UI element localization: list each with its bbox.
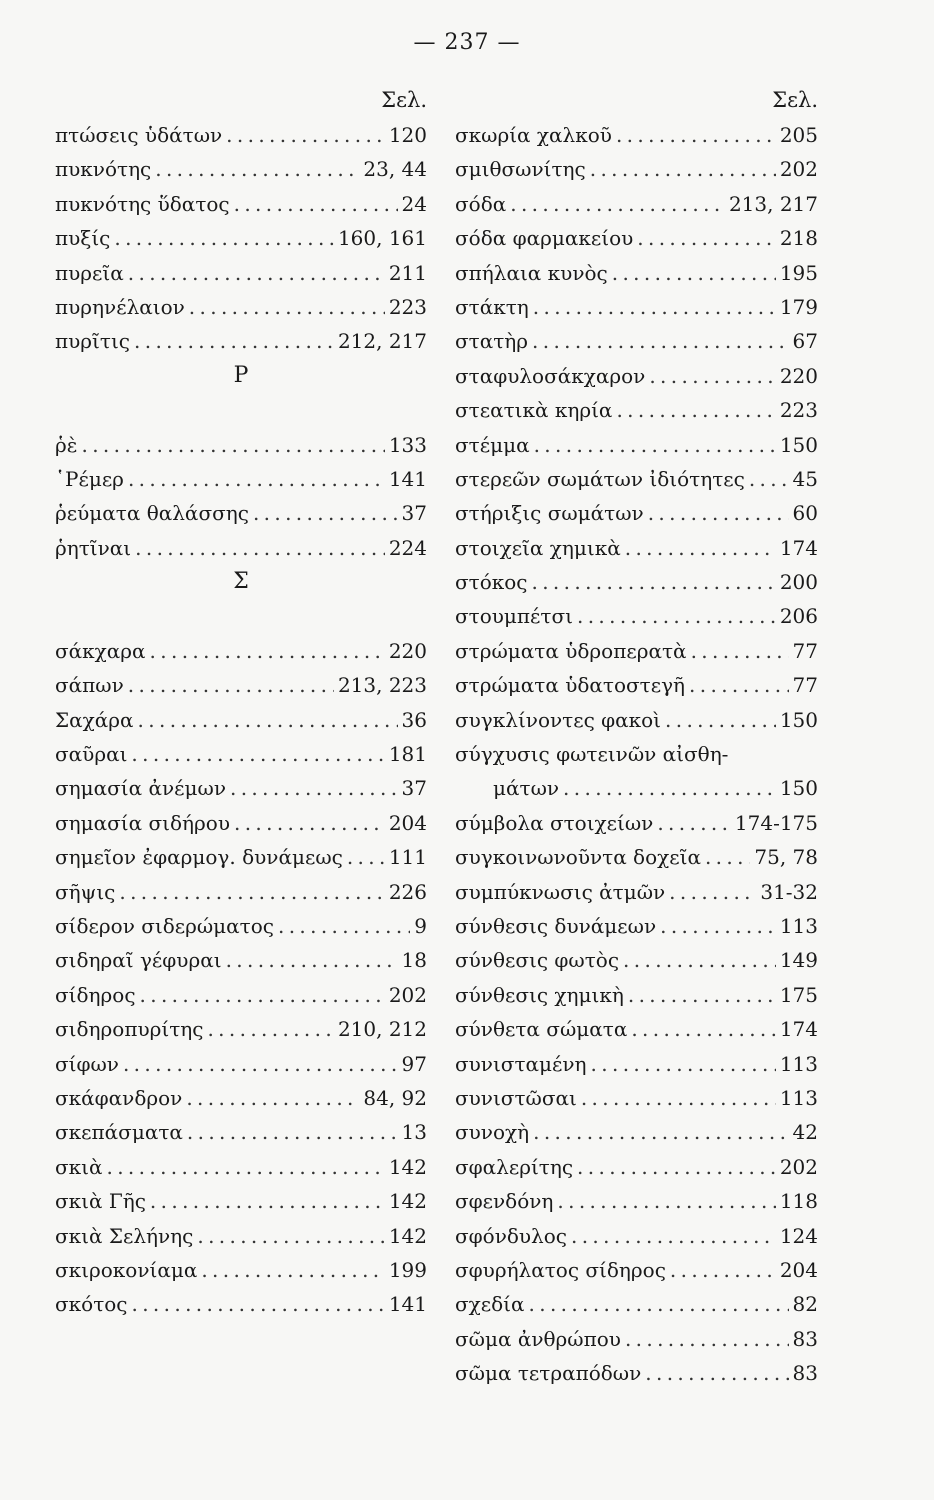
index-entry — [455, 1322, 818, 1356]
leader-dots — [253, 496, 398, 530]
index-page-ref: 37 — [401, 501, 427, 526]
index-entry — [55, 290, 427, 324]
index-page-ref: 226 — [388, 879, 427, 904]
index-entry — [455, 1150, 818, 1184]
index-page-ref: 141 — [388, 466, 427, 491]
leader-dots — [230, 771, 398, 805]
leader-dots — [625, 531, 776, 565]
index-page-ref: 60 — [792, 501, 818, 526]
index-entry — [455, 428, 818, 462]
index-page-ref: 195 — [779, 260, 818, 285]
leader-dots — [563, 771, 776, 805]
index-entry — [55, 943, 427, 977]
index-page-ref: 149 — [779, 948, 818, 973]
index-term: στέμμα — [455, 432, 530, 457]
index-entry — [55, 1219, 427, 1253]
leader-dots — [140, 978, 385, 1012]
index-entry — [55, 256, 427, 290]
leader-dots — [123, 1047, 398, 1081]
index-entry — [55, 462, 427, 496]
leader-dots — [670, 1253, 776, 1287]
index-entry — [455, 703, 818, 737]
leader-dots — [660, 909, 776, 943]
leader-dots — [612, 256, 776, 290]
leader-dots — [128, 462, 385, 496]
index-term: στρώματα ὑδροπερατὰ — [455, 638, 687, 663]
index-entry — [55, 806, 427, 840]
index-entry — [455, 152, 818, 186]
leader-dots — [155, 152, 359, 186]
leader-dots — [691, 634, 789, 668]
index-term: πυκνότης — [55, 157, 152, 182]
leader-dots — [226, 943, 398, 977]
index-page-ref: 218 — [779, 226, 818, 251]
index-term: σίδερον σιδερώματος — [55, 913, 274, 938]
index-column-right — [455, 82, 818, 1390]
leader-dots — [278, 909, 410, 943]
index-term: συμπύκνωσις ἀτμῶν — [455, 879, 666, 904]
index-page-ref: 175 — [779, 982, 818, 1007]
index-page-ref: 24 — [401, 191, 427, 216]
index-term: στόκος — [455, 570, 528, 595]
index-entry — [455, 1356, 818, 1390]
leader-dots — [631, 1012, 775, 1046]
index-term: σύνθεσις δυνάμεων — [455, 913, 657, 938]
index-page-ref: 113 — [779, 1085, 818, 1110]
index-entry — [455, 393, 818, 427]
index-entry — [455, 1012, 818, 1046]
index-page-ref: 142 — [388, 1189, 427, 1214]
index-term: σκιὰ Σελήνης — [55, 1223, 194, 1248]
index-page-ref: 113 — [779, 913, 818, 938]
index-term: σημεῖον ἐφαρμογ. δυνάμεως — [55, 845, 343, 870]
index-page-ref: 142 — [388, 1154, 427, 1179]
leader-dots — [645, 1356, 788, 1390]
index-page-ref: 97 — [401, 1051, 427, 1076]
index-page-ref: 213, 223 — [337, 673, 427, 698]
leader-dots — [577, 599, 776, 633]
index-entry — [455, 187, 818, 221]
index-page-ref: 37 — [401, 776, 427, 801]
index-page-ref: 142 — [388, 1223, 427, 1248]
index-page-ref: 23, 44 — [363, 157, 427, 182]
index-term: σῆψις — [55, 879, 116, 904]
index-page-ref: 204 — [388, 810, 427, 835]
index-term: σύνθεσις φωτὸς — [455, 948, 620, 973]
index-term: Σαχάρα — [55, 707, 134, 732]
index-entry — [455, 771, 818, 805]
leader-dots — [571, 1219, 776, 1253]
leader-dots — [150, 1184, 385, 1218]
index-page-ref: 160, 161 — [337, 226, 427, 251]
index-term: σόδα — [455, 191, 507, 216]
index-page-ref: 77 — [792, 638, 818, 663]
index-page-ref: 174 — [779, 1017, 818, 1042]
index-page-ref: 220 — [779, 363, 818, 388]
index-entry — [55, 875, 427, 909]
index-term: σύνθετα σώματα — [455, 1017, 628, 1042]
index-page-ref: 179 — [779, 294, 818, 319]
leader-dots — [557, 1184, 775, 1218]
index-page-ref: 181 — [388, 742, 427, 767]
index-term: σίφων — [55, 1051, 119, 1076]
index-term: σημασία ἀνέμων — [55, 776, 226, 801]
index-page-ref: 150 — [779, 776, 818, 801]
leader-dots — [114, 221, 334, 255]
index-entry — [55, 221, 427, 255]
index-term: σφαλερίτης — [455, 1154, 574, 1179]
index-entry — [455, 1219, 818, 1253]
index-page-ref: 150 — [779, 707, 818, 732]
leader-dots — [648, 496, 789, 530]
leader-dots — [186, 1081, 359, 1115]
index-term: ῥητῖναι — [55, 535, 132, 560]
index-page-ref: 124 — [779, 1223, 818, 1248]
index-term: συνιστῶσαι — [455, 1085, 577, 1110]
index-entry — [455, 118, 818, 152]
index-entry — [455, 1047, 818, 1081]
index-entry — [455, 565, 818, 599]
index-entry — [455, 943, 818, 977]
leader-dots — [128, 668, 334, 702]
leader-dots — [533, 1115, 788, 1149]
index-entry — [455, 256, 818, 290]
index-term: στεατικὰ κηρία — [455, 398, 613, 423]
leader-dots — [669, 875, 756, 909]
index-entry — [455, 496, 818, 530]
index-page-ref: 77 — [792, 673, 818, 698]
index-term: σκότος — [55, 1292, 128, 1317]
index-entry — [55, 737, 427, 771]
leader-dots — [532, 565, 776, 599]
index-term: σκάφανδρον — [55, 1085, 183, 1110]
index-entry — [55, 531, 427, 565]
leader-dots — [107, 1150, 385, 1184]
index-term: συνοχὴ — [455, 1120, 530, 1145]
leader-dots — [197, 1219, 384, 1253]
index-page-ref: 42 — [792, 1120, 818, 1145]
index-page-ref: 120 — [388, 123, 427, 147]
leader-dots — [128, 256, 385, 290]
index-page-ref: 205 — [779, 123, 818, 147]
index-term: σημασία σιδήρου — [55, 810, 230, 835]
leader-dots — [529, 1287, 789, 1321]
index-page-ref: 83 — [792, 1361, 818, 1386]
index-page-ref: 18 — [401, 948, 427, 973]
index-term: σφυρήλατος σίδηρος — [455, 1257, 666, 1282]
leader-dots — [616, 393, 775, 427]
index-term: σιδηραῖ γέφυραι — [55, 948, 222, 973]
index-page-ref: 133 — [388, 432, 427, 457]
index-term: πυρηνέλαιον — [55, 294, 185, 319]
index-term: σάπων — [55, 673, 124, 698]
index-entry — [455, 978, 818, 1012]
index-term: σκιροκονίαμα — [55, 1257, 198, 1282]
index-entry — [455, 324, 818, 358]
index-entry — [55, 703, 427, 737]
index-page-ref: 141 — [388, 1292, 427, 1317]
index-term: σίδηρος — [55, 982, 136, 1007]
leader-dots — [234, 187, 398, 221]
leader-dots — [132, 1287, 385, 1321]
index-entry — [55, 978, 427, 1012]
index-entry — [455, 1184, 818, 1218]
index-page-ref: 223 — [779, 398, 818, 423]
index-term: ῥὲ — [55, 432, 78, 457]
index-term: συγκλίνοντες φακοὶ — [455, 707, 662, 732]
index-entry — [55, 187, 427, 221]
index-entry — [455, 634, 818, 668]
leader-dots — [581, 1081, 776, 1115]
index-term: στοιχεῖα χημικὰ — [455, 535, 621, 560]
index-page-ref: 150 — [779, 432, 818, 457]
index-term: πυκνότης ὕδατος — [55, 191, 230, 216]
index-page-ref: 36 — [401, 707, 427, 732]
index-entry — [55, 1012, 427, 1046]
index-entry — [455, 359, 818, 393]
index-entry — [455, 1115, 818, 1149]
page-number: — 237 — — [413, 30, 521, 55]
leader-dots — [131, 737, 384, 771]
index-term: στήριξις σωμάτων — [455, 501, 644, 526]
index-page-ref: 202 — [779, 157, 818, 182]
index-column-left — [55, 82, 427, 1322]
index-term: σταφυλοσάκχαρον — [455, 363, 646, 388]
leader-dots — [82, 428, 385, 462]
index-entry — [455, 221, 818, 255]
index-page-ref: 200 — [779, 570, 818, 595]
index-term: σύγχυσις φωτεινῶν αἰσθη- — [455, 742, 729, 767]
index-term: σκιὰ Γῆς — [55, 1189, 146, 1214]
index-entry — [455, 1081, 818, 1115]
leader-dots — [591, 1047, 776, 1081]
index-term: σῶμα ἀνθρώπου — [455, 1326, 621, 1351]
index-entry — [455, 462, 818, 496]
leader-dots — [590, 152, 776, 186]
index-page-ref: 31-32 — [760, 879, 818, 904]
index-page-ref: 204 — [779, 1257, 818, 1282]
leader-dots — [649, 359, 775, 393]
leader-dots — [201, 1253, 384, 1287]
index-term: στρώματα ὑδατοστεγῆ — [455, 673, 686, 698]
index-page-ref: 84, 92 — [363, 1085, 427, 1110]
leader-dots — [749, 462, 789, 496]
index-term: συνισταμένη — [455, 1051, 587, 1076]
index-entry — [55, 324, 427, 358]
index-entry — [455, 1287, 818, 1321]
page-column-header: Σελ. — [772, 88, 818, 112]
leader-dots — [533, 290, 776, 324]
index-term: πυξίς — [55, 226, 111, 251]
leader-dots — [189, 290, 385, 324]
leader-dots — [577, 1150, 776, 1184]
leader-dots — [689, 668, 789, 702]
index-page-ref: 13 — [401, 1120, 427, 1145]
index-term: συγκοινωνοῦντα δοχεῖα — [455, 845, 701, 870]
index-entry — [55, 1253, 427, 1287]
index-entry — [55, 1081, 427, 1115]
index-term: σφενδόνη — [455, 1189, 554, 1214]
index-page-ref: 67 — [792, 329, 818, 354]
index-page-ref: 212, 217 — [337, 329, 427, 354]
leader-dots — [234, 806, 385, 840]
leader-dots — [347, 840, 385, 874]
index-term: ῥεύματα θαλάσσης — [55, 501, 249, 526]
index-entry — [455, 909, 818, 943]
leader-dots — [150, 634, 385, 668]
index-entry — [55, 1150, 427, 1184]
index-entry — [455, 737, 818, 771]
index-page-ref: 82 — [792, 1292, 818, 1317]
index-page-ref: 211 — [388, 260, 427, 285]
index-page-ref: 174 — [779, 535, 818, 560]
index-term: σιδηροπυρίτης — [55, 1017, 204, 1042]
index-page-ref: 202 — [388, 982, 427, 1007]
index-page-ref: 206 — [779, 604, 818, 629]
leader-dots — [134, 324, 334, 358]
leader-dots — [138, 703, 398, 737]
index-entry — [455, 531, 818, 565]
leader-dots — [119, 875, 384, 909]
index-page-ref: 118 — [779, 1189, 818, 1214]
index-page-ref: 223 — [388, 294, 427, 319]
index-entry — [455, 840, 818, 874]
leader-dots — [187, 1115, 398, 1149]
index-term: σῶμα τετραπόδων — [455, 1361, 642, 1386]
index-entry — [55, 118, 427, 152]
index-entry — [55, 668, 427, 702]
index-entry — [55, 1184, 427, 1218]
leader-dots — [625, 1322, 789, 1356]
index-entry — [455, 806, 818, 840]
index-term: σαῦραι — [55, 742, 128, 767]
index-entry — [55, 634, 427, 668]
index-entry — [455, 875, 818, 909]
index-term: σμιθσωνίτης — [455, 157, 586, 182]
leader-dots — [534, 428, 776, 462]
leader-dots — [637, 221, 776, 255]
index-term: σύνθεσις χημικὴ — [455, 982, 624, 1007]
leader-dots — [623, 943, 776, 977]
index-term: σκεπάσματα — [55, 1120, 183, 1145]
index-term: στερεῶν σωμάτων ἰδιότητες — [455, 466, 745, 491]
index-term: στατὴρ — [455, 329, 529, 354]
section-letter-rho: Ρ — [233, 362, 249, 388]
index-term: σκωρία χαλκοῦ — [455, 123, 612, 147]
index-entry — [55, 152, 427, 186]
index-page-ref: 45 — [792, 466, 818, 491]
index-term: σάκχαρα — [55, 638, 146, 663]
index-page-ref: 75, 78 — [754, 845, 818, 870]
leader-dots — [705, 840, 750, 874]
leader-dots — [532, 324, 789, 358]
leader-dots — [657, 806, 731, 840]
index-term: σπήλαια κυνὸς — [455, 260, 608, 285]
leader-dots — [628, 978, 776, 1012]
index-term: μάτων — [493, 776, 560, 801]
index-entry — [55, 1047, 427, 1081]
index-term: στάκτη — [455, 294, 529, 319]
index-entry — [55, 771, 427, 805]
index-entry — [55, 428, 427, 462]
index-page-ref: 113 — [779, 1051, 818, 1076]
index-term: σύμβολα στοιχείων — [455, 810, 654, 835]
index-page-ref: 174-175 — [734, 810, 818, 835]
leader-dots — [207, 1012, 333, 1046]
index-entry — [55, 1287, 427, 1321]
index-term: πυρεῖα — [55, 260, 124, 285]
index-page-ref: 224 — [388, 535, 427, 560]
index-page-ref: 213, 217 — [728, 191, 818, 216]
index-term: σόδα φαρμακείου — [455, 226, 634, 251]
index-page-ref: 210, 212 — [337, 1017, 427, 1042]
index-entry — [55, 909, 427, 943]
index-term: πυρῖτις — [55, 329, 131, 354]
index-page-ref: 83 — [792, 1326, 818, 1351]
index-page-ref: 111 — [388, 845, 427, 870]
index-term: σφόνδυλος — [455, 1223, 567, 1248]
index-term: πτώσεις ὑδάτων — [55, 123, 223, 147]
index-entry — [455, 1253, 818, 1287]
section-letter-sigma: Σ — [233, 569, 249, 595]
index-term: ῾Ρέμερ — [55, 466, 124, 491]
page-column-header: Σελ. — [381, 88, 427, 112]
leader-dots — [226, 118, 385, 152]
index-entry — [455, 599, 818, 633]
index-term: σχεδία — [455, 1292, 525, 1317]
index-entry — [55, 840, 427, 874]
index-term: στουμπέτσι — [455, 604, 573, 629]
index-entry — [55, 1115, 427, 1149]
index-entry — [455, 290, 818, 324]
index-page-ref: 9 — [414, 913, 427, 938]
index-entry — [55, 496, 427, 530]
leader-dots — [665, 703, 776, 737]
index-page-ref: 199 — [388, 1257, 427, 1282]
index-page-ref: 202 — [779, 1154, 818, 1179]
leader-dots — [616, 118, 776, 152]
index-entry — [455, 668, 818, 702]
index-page-ref: 220 — [388, 638, 427, 663]
leader-dots — [135, 531, 385, 565]
index-term: σκιὰ — [55, 1154, 103, 1179]
leader-dots — [510, 187, 725, 221]
